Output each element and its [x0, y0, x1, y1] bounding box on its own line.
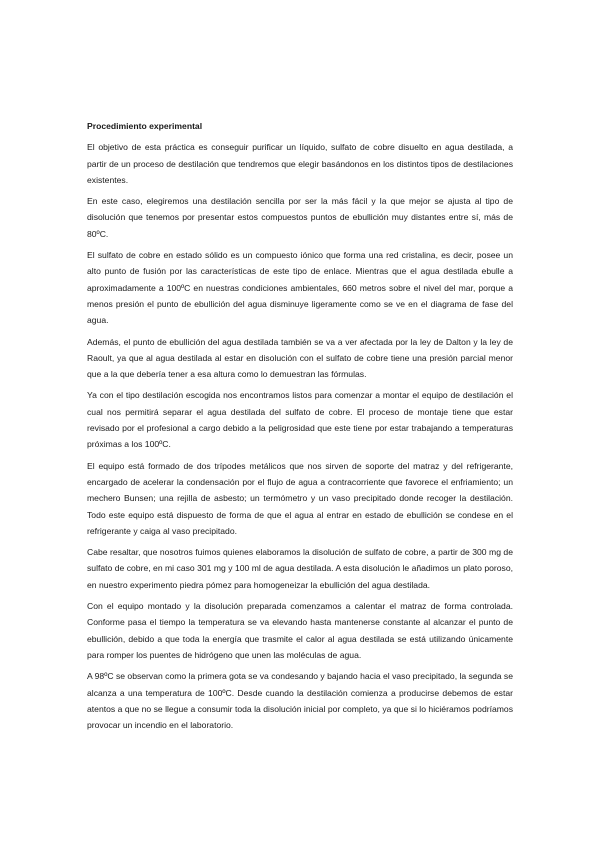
paragraph-solution-prep: Cabe resaltar, que nosotros fuimos quienes elaboramos la disolución de sulfato de cobre, a partir de 300 mg de sulfato de cobre, en mi caso 301 mg y 100 ml de agua destilada. A esta disolución le añadimos un plato poroso, en nuestro experimento piedra pómez para homogeneizar la ebullición del agua destilada.	[87, 547, 513, 590]
paragraph-observation: A 98ºC se observan como la primera gota se va condesando y bajando hacia el vaso precipitado, la segunda se alcanza a una temperatura de 100ºC. Desde cuando la destilación comienza a producirse debemos de estar atentos a que no se llegue a consumir toda la disolución inicial por completo, ya que si lo hiciéramos podríamos provocar un incendio en el laboratorio.	[87, 671, 513, 731]
document-body	[87, 118, 513, 738]
section-heading: Procedimiento experimental	[87, 121, 203, 131]
paragraph-copper-sulfate: El sulfato de cobre en estado sólido es un compuesto iónico que forma una red cristalina, es decir, posee un alto punto de fusión por las características de este tipo de enlace. Mientras que el agua destilada ebulle a aproximadamente a 100ºC en nuestras condiciones ambientales, 660 metros sobre el nivel del mar, porque a menos presión el punto de ebullición del agua disminuye ligeramente como se ve en el diagrama de fase del agua.	[87, 250, 513, 326]
paragraph-equipment: El equipo está formado de dos trípodes metálicos que nos sirven de soporte del matraz y del refrigerante, encargado de acelerar la condensación por el flujo de agua a contracorriente que favorece el enfriamiento; un mechero Bunsen; una rejilla de asbesto; un termómetro y un vaso precipitado donde recoger la destilación. Todo este equipo está dispuesto de forma de que el agua al entrar en estado de ebullición se condese en el refrigerante y caiga al vaso precipitado.	[87, 460, 513, 536]
paragraph-assembly: Ya con el tipo destilación escogida nos encontramos listos para comenzar a montar el equipo de destilación el cual nos permitirá separar el agua destilada del sulfato de cobre. El proceso de montaje tiene que estar revisado por el profesional a cargo debido a la peligrosidad que este tiene por estar trabajando a temperaturas próximas a los 100ºC.	[87, 390, 513, 450]
paragraph-objective: El objetivo de esta práctica es conseguir purificar un líquido, sulfato de cobre disuelto en agua destilada, a partir de un proceso de destilación que tendremos que elegir basándonos en los distintos tipos de destilaciones existentes.	[87, 142, 513, 185]
paragraph-simple-distillation: En este caso, elegiremos una destilación sencilla por ser la más fácil y la que mejor se ajusta al tipo de disolución que tenemos por presentar estos compuestos puntos de ebullición muy distantes entre sí, más de 80ºC.	[87, 196, 513, 239]
paragraph-dalton-raoult: Además, el punto de ebullición del agua destilada también se va a ver afectada por la ley de Dalton y la ley de Raoult, ya que al agua destilada al estar en disolución con el sulfato de cobre tiene una presión parcial menor que a la que debería tener a esa altura como lo demuestran las fórmulas.	[87, 336, 513, 380]
paragraph-heating: Con el equipo montado y la disolución preparada comenzamos a calentar el matraz de forma controlada. Conforme pasa el tiempo la temperatura se va elevando hasta mantenerse constante al alcanzar el punto de ebullición, debido a que toda la energía que trasmite el calor al agua destilada se está utilizando únicamente para romper los puentes de hidrógeno que unen las moléculas de agua.	[87, 601, 513, 660]
